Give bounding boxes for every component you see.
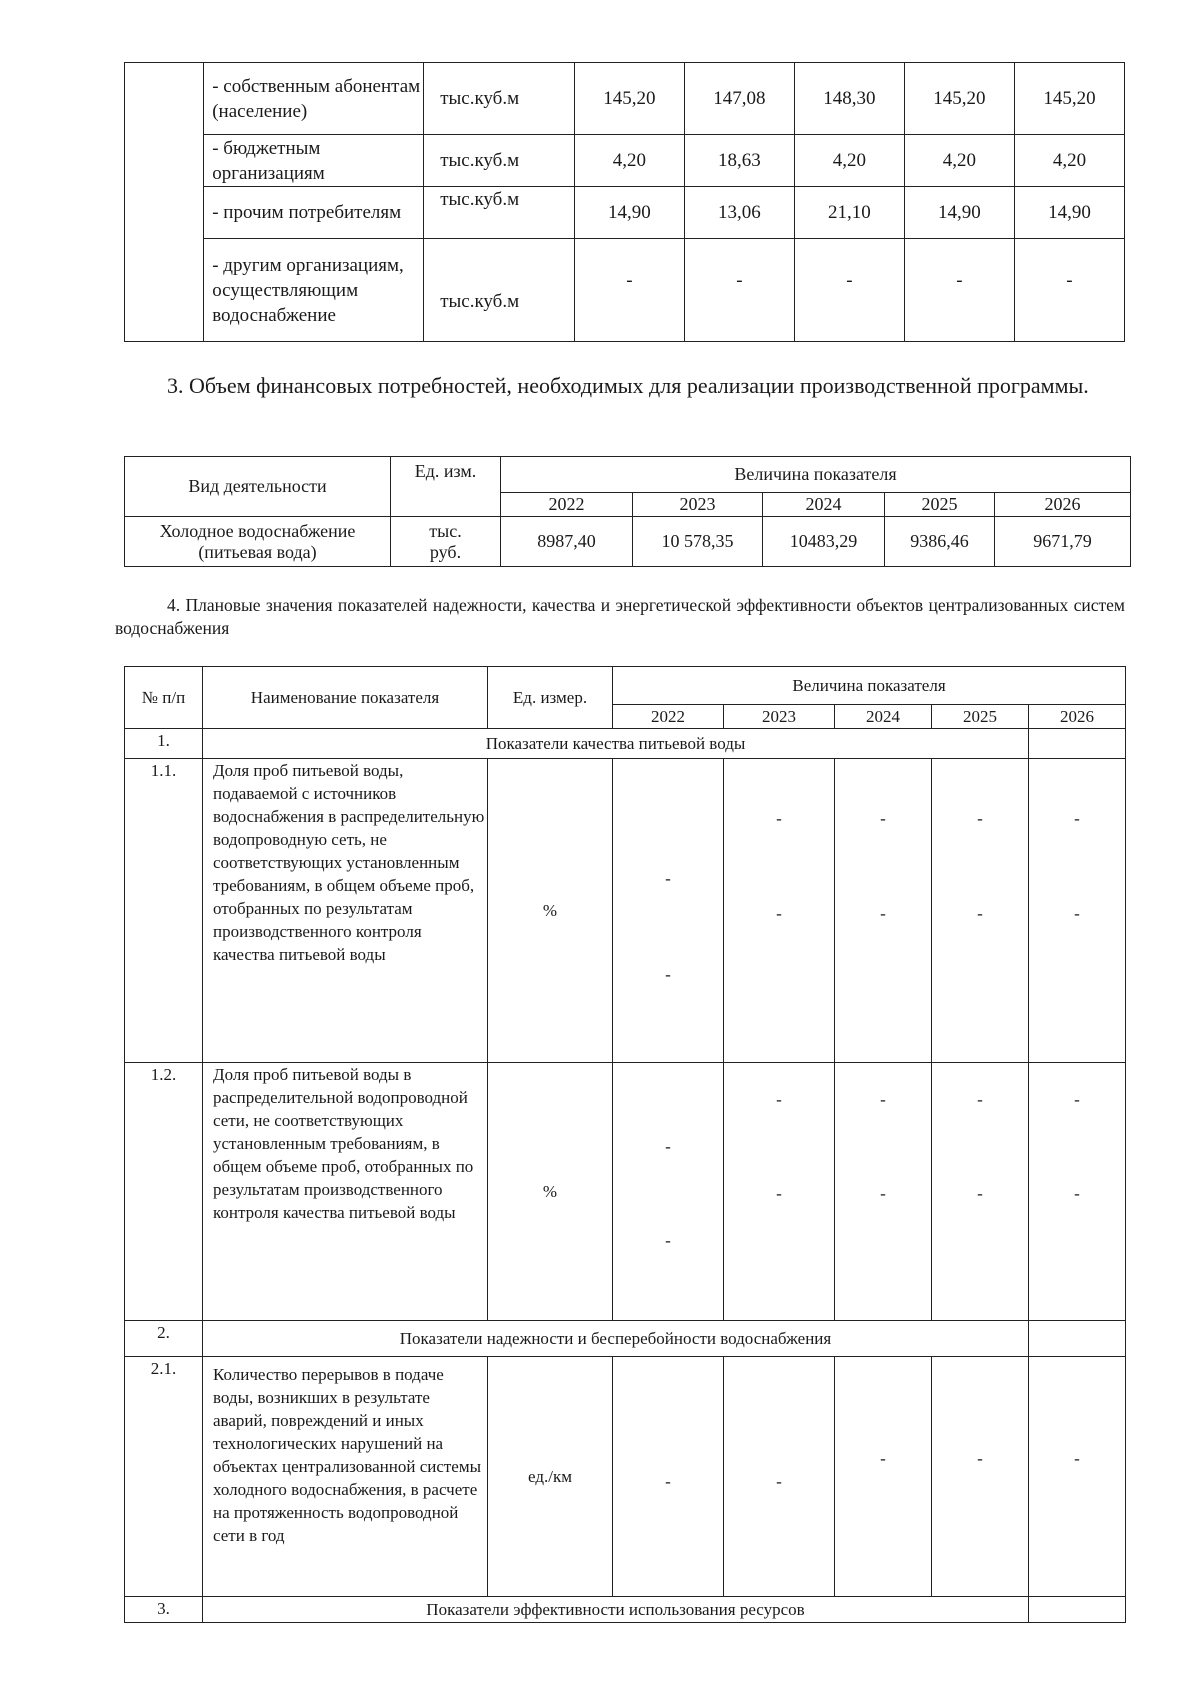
- item-name: Доля проб питьевой воды в распределительной водопроводной сети, не соответствующих установленным требованиям, в общем объеме проб, отобранных по результатам производственного контроля качества питьевой воды: [203, 1063, 488, 1321]
- row-unit: тыс.куб.м: [424, 135, 575, 187]
- value-cell: 18,63: [684, 135, 794, 187]
- value-cell: 8987,40: [501, 517, 633, 567]
- year-header: 2024: [835, 705, 932, 729]
- value-cell: [835, 1357, 932, 1597]
- group-row: [125, 1597, 1126, 1623]
- value-cell: 10 578,35: [633, 517, 763, 567]
- group-num: 1.: [125, 729, 203, 759]
- group-row: [125, 729, 1126, 759]
- value-dash: -: [880, 1090, 886, 1109]
- item-name: Доля проб питьевой воды, подаваемой с источников водоснабжения в распределительную водопроводную сеть, не соответствующих установленным требованиям, в общем объеме проб, отобранных по результатам производственного контроля качества питьевой воды: [203, 759, 488, 1063]
- value-cell: 4,20: [574, 135, 684, 187]
- value-cell: [1029, 759, 1126, 1063]
- value-dash: -: [977, 1090, 983, 1109]
- unit-cell: тыс. руб.: [391, 517, 501, 567]
- value-cell: [835, 759, 932, 1063]
- value-dash: -: [776, 904, 782, 923]
- value-cell: 21,10: [794, 187, 904, 239]
- value-dash: -: [880, 1184, 886, 1203]
- item-num: 2.1.: [125, 1357, 203, 1597]
- header-unit: Ед. изм.: [391, 457, 501, 517]
- value-dash: -: [665, 869, 671, 888]
- value-dash: -: [776, 809, 782, 828]
- value-cell: -: [1014, 239, 1124, 342]
- value-dash: -: [977, 1449, 983, 1468]
- value-cell: [932, 1357, 1029, 1597]
- value-dash: -: [1074, 1449, 1080, 1468]
- empty-cell: [125, 63, 204, 342]
- group-title: Показатели качества питьевой воды: [203, 729, 1029, 759]
- item-num: 1.1.: [125, 759, 203, 1063]
- row-name: - собственным абонентам (население): [204, 63, 424, 135]
- value-cell: 10483,29: [763, 517, 885, 567]
- value-dash: -: [977, 1184, 983, 1203]
- year-header: 2025: [885, 493, 995, 517]
- value-cell: -: [794, 239, 904, 342]
- value-cell: 147,08: [684, 63, 794, 135]
- header-activity: Вид деятельности: [125, 457, 391, 517]
- value-dash: -: [665, 965, 671, 984]
- section-4-heading: 4. Плановые значения показателей надежности, качества и энергетической эффективности объектов централизованных систем водоснабжения: [115, 595, 1125, 638]
- row-name: - другим организациям, осуществляющим водоснабжение: [204, 239, 424, 342]
- table-row: [125, 517, 1131, 567]
- value-cell: [613, 1063, 724, 1321]
- table-header-row: [125, 667, 1126, 705]
- value-cell: -: [574, 239, 684, 342]
- table-row: [125, 1063, 1126, 1321]
- value-cell: 145,20: [1014, 63, 1124, 135]
- item-name: Количество перерывов в подаче воды, возникших в результате аварий, повреждений и иных технологических нарушений на объектах централизованной системы холодного водоснабжения, в расчете на протяженность водопроводной сети в год: [203, 1357, 488, 1597]
- year-header: 2025: [932, 705, 1029, 729]
- value-cell: 9671,79: [995, 517, 1131, 567]
- value-cell: [724, 1063, 835, 1321]
- value-cell: 145,20: [574, 63, 684, 135]
- value-dash: -: [880, 1449, 886, 1468]
- value-cell: 14,90: [1014, 187, 1124, 239]
- table-row: [125, 187, 1125, 239]
- item-num: 1.2.: [125, 1063, 203, 1321]
- table-row: [125, 63, 1125, 135]
- value-cell: [724, 759, 835, 1063]
- value-cell: [835, 1063, 932, 1321]
- water-supply-volume-table: [124, 62, 1125, 342]
- year-header: 2023: [633, 493, 763, 517]
- header-value: Величина показателя: [501, 457, 1131, 493]
- row-name: - прочим потребителям: [204, 187, 424, 239]
- header-name: Наименование показателя: [203, 667, 488, 729]
- header-num: № п/п: [125, 667, 203, 729]
- value-cell: [1029, 1063, 1126, 1321]
- value-cell: 14,90: [904, 187, 1014, 239]
- empty-cell: [1029, 1321, 1126, 1357]
- group-num: 3.: [125, 1597, 203, 1623]
- value-cell: [613, 759, 724, 1063]
- value-cell: 4,20: [1014, 135, 1124, 187]
- section-3-heading: 3. Объем финансовых потребностей, необходимых для реализации производственной программы.: [167, 373, 1089, 398]
- financial-needs-table: [124, 456, 1131, 567]
- year-header: 2023: [724, 705, 835, 729]
- value-dash: -: [665, 1137, 671, 1156]
- value-dash: -: [776, 1090, 782, 1109]
- value-dash: -: [1074, 1090, 1080, 1109]
- value-dash: -: [880, 904, 886, 923]
- value-cell: [932, 1063, 1029, 1321]
- item-unit: %: [488, 1063, 613, 1321]
- empty-cell: [1029, 729, 1126, 759]
- value-dash: -: [977, 809, 983, 828]
- value-dash: -: [977, 904, 983, 923]
- empty-cell: [1029, 1597, 1126, 1623]
- value-cell: 14,90: [574, 187, 684, 239]
- header-unit: Ед. измер.: [488, 667, 613, 729]
- value-cell: 148,30: [794, 63, 904, 135]
- year-header: 2026: [995, 493, 1131, 517]
- item-unit: %: [488, 759, 613, 1063]
- value-dash: -: [880, 809, 886, 828]
- row-unit: тыс.куб.м: [424, 239, 575, 342]
- value-dash: -: [1074, 1184, 1080, 1203]
- year-header: 2024: [763, 493, 885, 517]
- value-dash: -: [665, 1231, 671, 1250]
- value-cell: 13,06: [684, 187, 794, 239]
- table-row: [125, 239, 1125, 342]
- value-cell: 9386,46: [885, 517, 995, 567]
- year-header: 2022: [501, 493, 633, 517]
- row-unit: тыс.куб.м: [424, 63, 575, 135]
- value-dash: -: [776, 1184, 782, 1203]
- indicators-table: [124, 666, 1126, 1623]
- table-header-row: [125, 457, 1131, 493]
- group-num: 2.: [125, 1321, 203, 1357]
- value-cell: -: [684, 239, 794, 342]
- table-row: [125, 135, 1125, 187]
- value-cell: [1029, 1357, 1126, 1597]
- row-unit: тыс.куб.м: [424, 187, 575, 239]
- value-cell: [613, 1357, 724, 1597]
- row-name: - бюджетным организациям: [204, 135, 424, 187]
- year-header: 2022: [613, 705, 724, 729]
- value-cell: [724, 1357, 835, 1597]
- value-cell: -: [904, 239, 1014, 342]
- value-dash: -: [1074, 904, 1080, 923]
- group-title: Показатели эффективности использования ресурсов: [203, 1597, 1029, 1623]
- item-unit: ед./км: [488, 1357, 613, 1597]
- year-header: 2026: [1029, 705, 1126, 729]
- group-row: [125, 1321, 1126, 1357]
- group-title: Показатели надежности и бесперебойности водоснабжения: [203, 1321, 1029, 1357]
- value-dash: -: [776, 1472, 782, 1491]
- table-row: [125, 1357, 1126, 1597]
- value-cell: [932, 759, 1029, 1063]
- value-dash: -: [665, 1472, 671, 1491]
- header-value: Величина показателя: [613, 667, 1126, 705]
- value-cell: 4,20: [904, 135, 1014, 187]
- value-cell: 145,20: [904, 63, 1014, 135]
- table-row: [125, 759, 1126, 1063]
- value-dash: -: [1074, 809, 1080, 828]
- value-cell: 4,20: [794, 135, 904, 187]
- activity-cell: Холодное водоснабжение (питьевая вода): [125, 517, 391, 567]
